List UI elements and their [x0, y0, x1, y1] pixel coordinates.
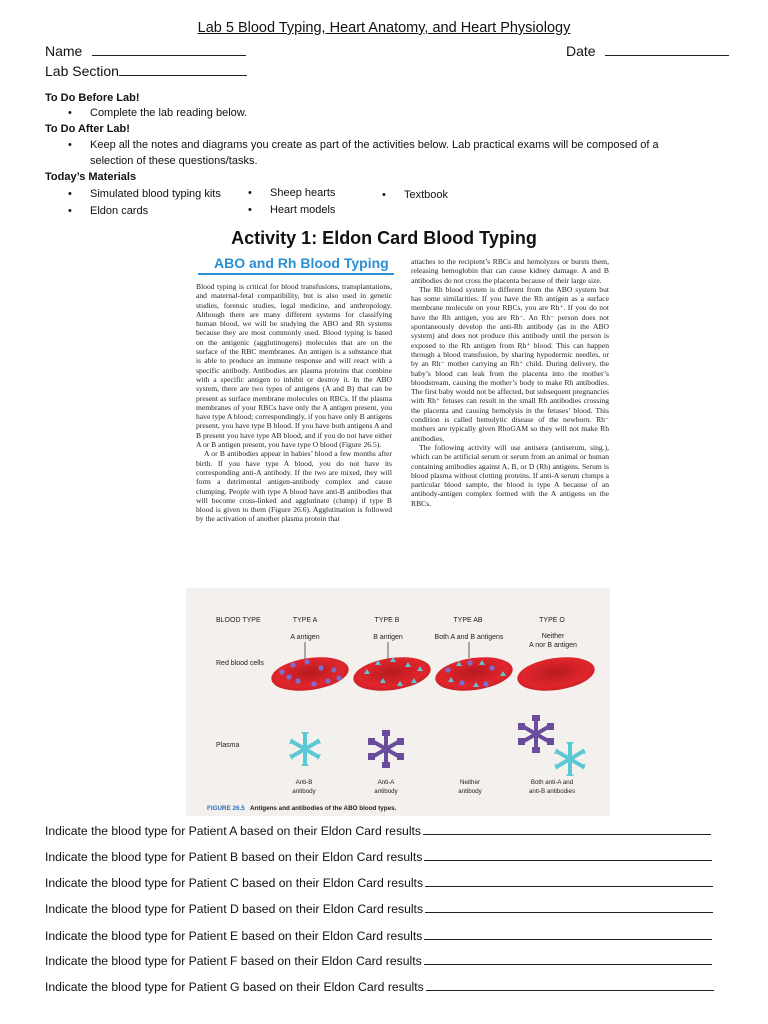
lab-section-label: Lab Section: [45, 63, 119, 79]
activity-title: Activity 1: Eldon Card Blood Typing: [231, 228, 537, 248]
answer-field[interactable]: [426, 978, 714, 991]
paragraph: attaches to the recipient’s RBCs and hemolyzes or bursts them, releasing hemoglobin that can cause kidney damage. A and B antibodies do not cross the placenta because of their large size.: [411, 257, 609, 285]
list-item: • Complete the lab reading below.: [68, 107, 248, 119]
question-row: [45, 822, 711, 838]
antibody-label: antibody: [458, 788, 482, 795]
figure-caption-number: FIGURE 26.5: [207, 805, 245, 812]
question-text: Indicate the blood type for Patient B based on their Eldon Card results: [45, 850, 423, 864]
date-line: [566, 43, 729, 59]
title-rule: [198, 273, 394, 275]
rbc-type-b: [351, 653, 433, 696]
name-label: Name: [45, 43, 83, 59]
list-item: • Keep all the notes and diagrams you create as part of the activities below. Lab practical exams will be composed of a: [68, 139, 659, 151]
paragraph: Blood typing is critical for blood transfusions, transplantations, and maternal-fetal compatibility, but is also used in genetic studies, forensic studies, legal medicine, and anthropology. Although there are many different systems for classifying human blood, we will be studying the ABO and Rh systems because they are most commonly used. Blood typing is based on the antigenic (agglutinogens) molecules that are on the surface of the RBC membranes. An antigen is a substance that is able to produce an immune response and will react with a specific antibody. Antibodies are plasma proteins that combine with a specific antigen to inhibit or destroy it. In the ABO system, there are two types of antigens (A and B) that can be present as surface membrane molecules on RBCs. If the plasma membranes of your RBCs have only the A antigen present, you have type A blood; correspondingly, if you have only B antigens present, you have type B blood. If you have both antigens A and B present you have type AB blood, and if you do not have either A or B antigen present, you have type O blood (Figure 26.5).: [196, 282, 392, 450]
reading-title: ABO and Rh Blood Typing: [214, 255, 389, 271]
antibody-label: antibody: [292, 788, 316, 795]
type-a-label: TYPE A: [292, 617, 318, 624]
answer-field[interactable]: [424, 848, 712, 861]
question-row: [45, 848, 712, 864]
antibody-label: Anti-A: [377, 779, 395, 786]
label-blood-type: BLOOD TYPE: [216, 617, 261, 624]
type-ab-label: TYPE AB: [453, 617, 483, 624]
page-title: Lab 5 Blood Typing, Heart Anatomy, and Heart Physiology: [197, 20, 571, 36]
figure-caption: Antigens and antibodies of the ABO blood types.: [250, 805, 397, 812]
rbc-type-o: [515, 653, 597, 696]
antibody-label: anti-B antibodies: [528, 788, 576, 795]
rbc-type-a: [269, 653, 351, 696]
antigen-label: A antigen: [290, 634, 320, 641]
question-row: [45, 927, 712, 943]
name-field[interactable]: [92, 43, 246, 56]
antibody-label: Anti-B: [295, 779, 313, 786]
question-text: Indicate the blood type for Patient D based on their Eldon Card results: [45, 902, 424, 916]
list-item: • Heart models: [248, 204, 336, 216]
label-plasma: Plasma: [216, 742, 240, 749]
antigen-label: Both A and B antigens: [434, 634, 504, 641]
name-line: [45, 43, 246, 59]
antigen-label: B antigen: [373, 634, 403, 641]
question-text: Indicate the blood type for Patient E based on their Eldon Card results: [45, 929, 423, 943]
answer-field[interactable]: [425, 874, 713, 887]
lab-section-field[interactable]: [119, 63, 247, 76]
date-label: Date: [566, 43, 596, 59]
materials-heading: Today’s Materials: [45, 171, 137, 183]
antibody-label: Neither: [460, 779, 480, 786]
answer-field[interactable]: [423, 822, 711, 835]
anti-a-antibody: [368, 730, 404, 768]
question-text: Indicate the blood type for Patient F based on their Eldon Card results: [45, 954, 422, 968]
antibody-label: Both anti-A and: [530, 779, 574, 786]
answer-field[interactable]: [424, 952, 712, 965]
paragraph: The Rh blood system is different from the ABO system but has some similarities. If you have the Rh antigen as a surface membrane molecule on your RBCs, you are Rh⁺. If you do not have the Rh antigen, you are Rh⁻. An Rh⁻ person does not spontaneously develop the anti-Rh antibody (as in the ABO system) and does not produce this antibody until the person is exposed to the Rh antigen from Rh⁺ blood. This can happen through a blood transfusion, by sharing hypodermic needles, or by an Rh⁻ mother carrying an Rh⁺ child. During delivery, the baby’s blood can leak from the placenta into the mother’s bloodstream, causing the mother’s body to make Rh antibodies. The first baby would not be affected, but subsequent pregnancies with Rh⁺ fetuses can result in the small Rh antibodies crossing the placenta and causing hemolysis in the fetuses’ blood. This condition is called hemolytic disease of the newborn. Rh⁻ mothers are typically given RhoGAM so they will not make Rh antibodies.: [411, 284, 609, 443]
paragraph: The following activity will use antisera (antiserum, sing.), which can be artificial serum or serum from an animal or human containing antibodies against A, B, or D (Rh) antigens. Serum is blood plasma without clotting proteins. If anti-A serum clumps a particular blood sample, the blood is type A because of an antibody-antigen complex formed with the A antigens on the RBCs.: [411, 442, 609, 508]
answer-field[interactable]: [424, 927, 712, 940]
question-row: [45, 874, 713, 890]
anti-b-antibody: [554, 742, 586, 776]
rbc-type-ab: [433, 653, 515, 696]
reading-right-column: [411, 257, 609, 508]
list-item: • Eldon cards: [68, 205, 149, 217]
question-text: Indicate the blood type for Patient A based on their Eldon Card results: [45, 824, 422, 838]
todo-before-heading: To Do Before Lab!: [45, 92, 140, 104]
antigen-label: A nor B antigen: [529, 642, 577, 649]
antigen-label: Neither: [541, 633, 565, 640]
paragraph: A or B antibodies appear in babies’ blood a few months after birth. If you have type A blood, you do not have its corresponding anti-A antibody. If the two are mixed, they will form a detrimental antigen-antibody complex and cause clumping. People with type A blood have anti-B antibodies that will become cross-linked and agglutinate (clump) if type B blood is given to them (Figure 26.6). Agglutination is followed by the activation of another plasma protein that: [196, 449, 392, 524]
anti-a-antibody: [518, 715, 554, 753]
lab-section-line: [45, 63, 247, 79]
date-field[interactable]: [605, 43, 729, 56]
antibody-label: antibody: [374, 788, 398, 795]
anti-b-antibody: [289, 732, 321, 766]
list-item: • Sheep hearts: [248, 187, 336, 199]
type-o-label: TYPE O: [539, 617, 565, 624]
todo-after-heading: To Do After Lab!: [45, 123, 130, 135]
question-row: [45, 978, 714, 994]
figure-26-5: [186, 588, 610, 816]
question-text: Indicate the blood type for Patient G based on their Eldon Card results: [45, 980, 424, 994]
list-item: • Simulated blood typing kits: [68, 188, 221, 200]
question-row: [45, 900, 713, 916]
question-row: [45, 952, 712, 968]
answer-field[interactable]: [425, 900, 713, 913]
question-text: Indicate the blood type for Patient C based on their Eldon Card results: [45, 876, 424, 890]
type-b-label: TYPE B: [374, 617, 400, 624]
reading-left-column: [196, 282, 392, 524]
label-red-blood-cells: Red blood cells: [216, 660, 264, 667]
list-item-continued: selection of these questions/tasks.: [90, 155, 258, 167]
list-item: • Textbook: [382, 189, 449, 201]
